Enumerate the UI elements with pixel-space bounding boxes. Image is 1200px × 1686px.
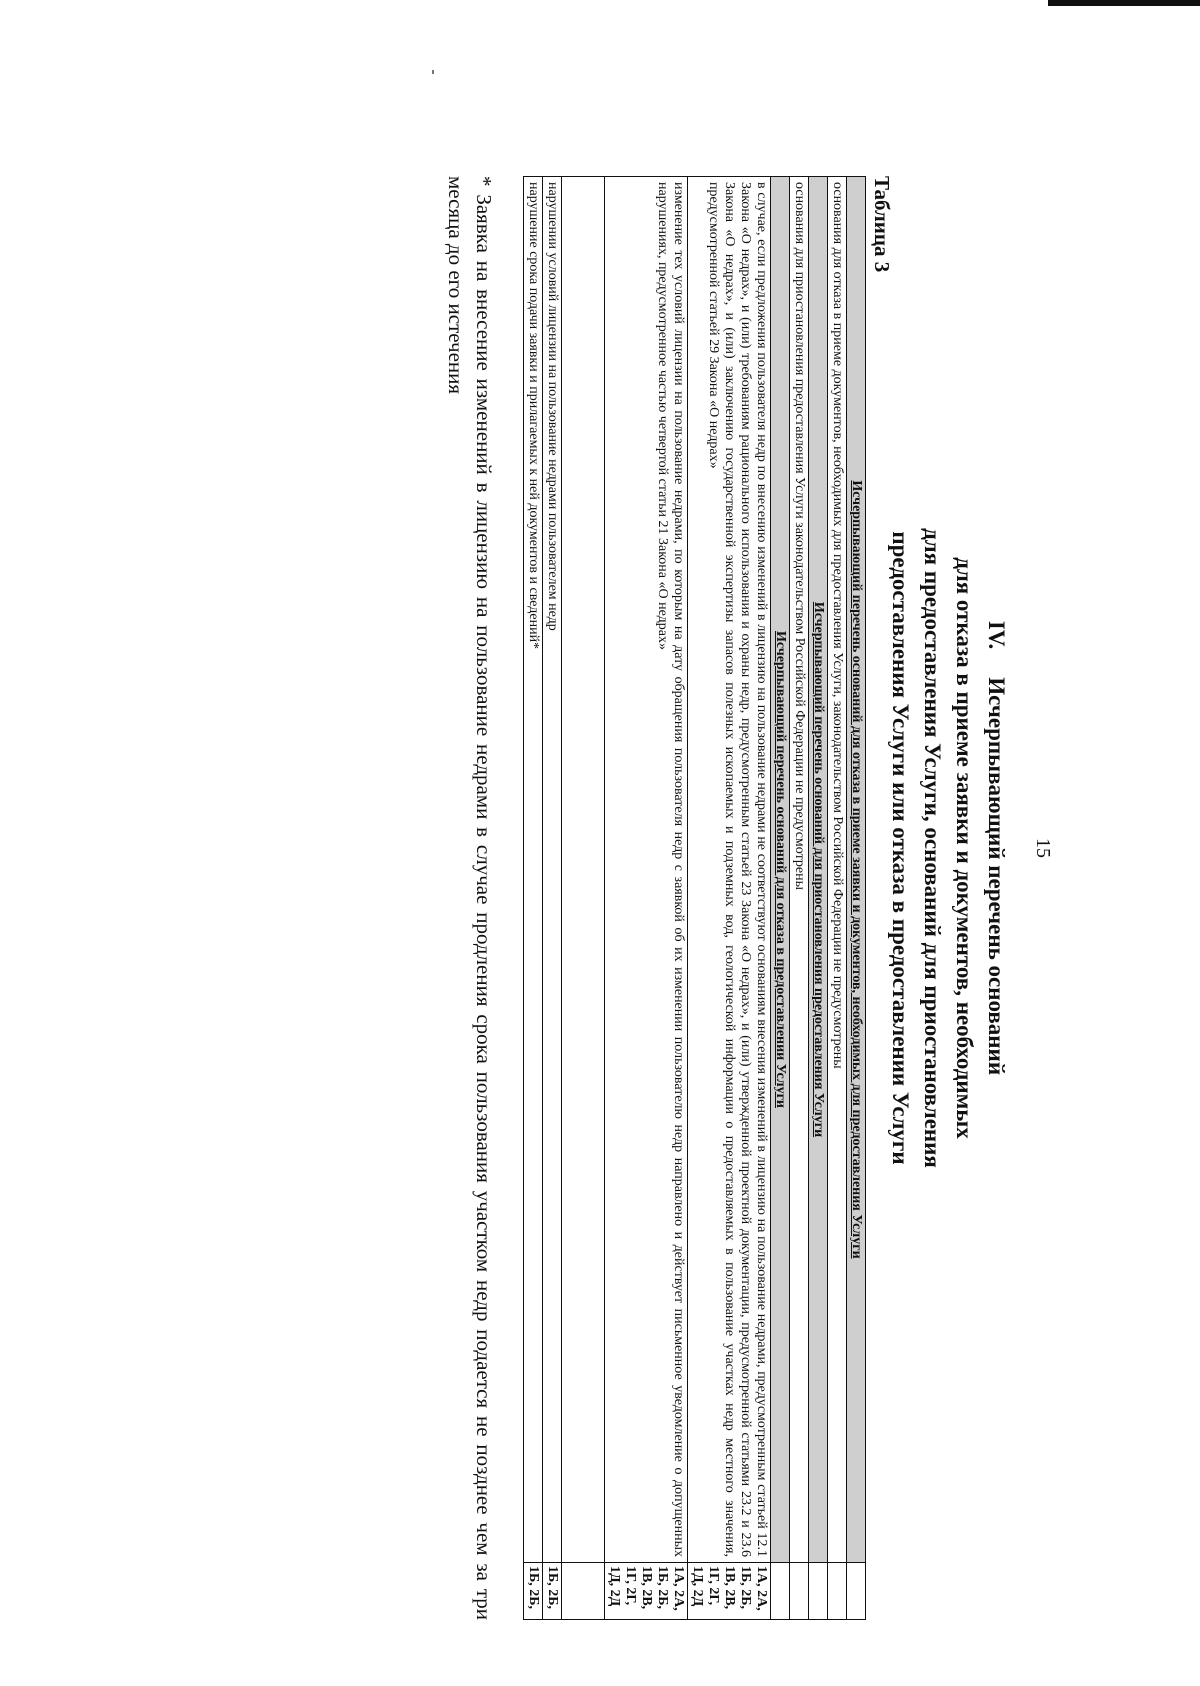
text-cell: изменение тех условий лицензии на пользование недрами, по которым на дату обращения пользователя недр с заявкой об их изменении пользователю недр направлено и действует письменное уведомление о допущенных нарушениях, предусмотренное частью четвертой статьи 21 Закона «О недрах» [605,177,688,1563]
page-number: 15 [1032,838,1054,858]
section-heading [884,48,1012,1648]
text-cell: нарушение срока подачи заявки и прилагаемых к ней документов и сведений* [524,177,543,1563]
code-cell: 1Б, 2Б, [524,1563,543,1620]
text-cell: в случае, если предложения пользователя недр по внесению изменений в лицензию на пользование недрами не соответствуют основаниям внесения изменений в лицензию на пользование недрами, предусмотренным статьей 12.1 Закона «О недрах», и (или) требованиям рационального использования и охраны недр, предусмотренным статьей 23 Закона «О недрах», и (или) утвержденной проектной документации, предусмотренной статьями 23.2 и 23.6 Закона «О недрах», и (или) заключению государственной экспертизы запасов полезных ископаемых и подземных вод, геологической информации о предоставляемых в пользование участках недр местного значения, предусмотренной статьей 29 Закона «О недрах» [688,177,771,1563]
heading-line-1-text: Исчерпывающий перечень оснований [984,677,1009,1076]
section-header-cell: Исчерпывающий перечень оснований для отказа в предоставлении Услуги [771,177,790,1563]
code-cell [562,1563,605,1620]
grounds-table [523,176,866,1620]
table-section-row [809,177,828,1620]
code-cell [828,1563,847,1620]
top-edge-line [1048,0,1200,6]
table-section-row [847,177,866,1620]
heading-line-3: для предоставления Услуги, оснований для приостановления [920,528,945,1168]
code-cell [790,1563,809,1620]
code-cell [771,1563,790,1620]
table-row [688,177,771,1620]
code-cell [847,1563,866,1620]
table-empty-row [562,177,605,1620]
section-number: IV. [984,620,1009,650]
rotated-page-content [380,48,1120,1648]
text-cell: основания для отказа в приеме документов, необходимых для предоставления Услуги, законодательством Российской Федерации не предусмотрены [828,177,847,1563]
table-row [524,177,543,1620]
code-cell: 1А, 2А, 1Б, 2Б, 1В, 2В, 1Г, 2Г, 1Д, 2Д [688,1563,771,1620]
table-row [605,177,688,1620]
text-cell [562,177,605,1563]
table-title: Таблица 3 [870,176,894,273]
heading-line-1 [980,48,1012,1648]
code-cell: 1Б, 2Б, [543,1563,562,1620]
section-header-cell: Исчерпывающий перечень оснований для отказа в приеме заявки и документов, необходимых для предоставления Услуги [847,177,866,1563]
heading-line-2: для отказа в приеме заявки и документов, необходимых [952,557,977,1139]
table-section-row [771,177,790,1620]
table-row [543,177,562,1620]
code-cell [809,1563,828,1620]
text-cell: основания для приостановления предоставления Услуги законодательством Российской Федерации не предусмотрены [790,177,809,1563]
code-cell: 1А, 2А, 1Б, 2Б, 1В, 2В, 1Г, 2Г, 1Д, 2Д [605,1563,688,1620]
text-cell: нарушении условий лицензии на пользование недрами пользователем недр [543,177,562,1563]
footnote: * Заявка на внесение изменений в лицензию на пользование недрами в случае продления срока пользования участком недр подается не позднее чем за три месяца до его истечения [444,176,496,1620]
table-row [828,177,847,1620]
section-header-cell: Исчерпывающий перечень оснований для приостановления предоставления Услуги [809,177,828,1563]
heading-line-4: предоставления Услуги или отказа в предоставлении Услуги [888,531,913,1165]
table-row [790,177,809,1620]
